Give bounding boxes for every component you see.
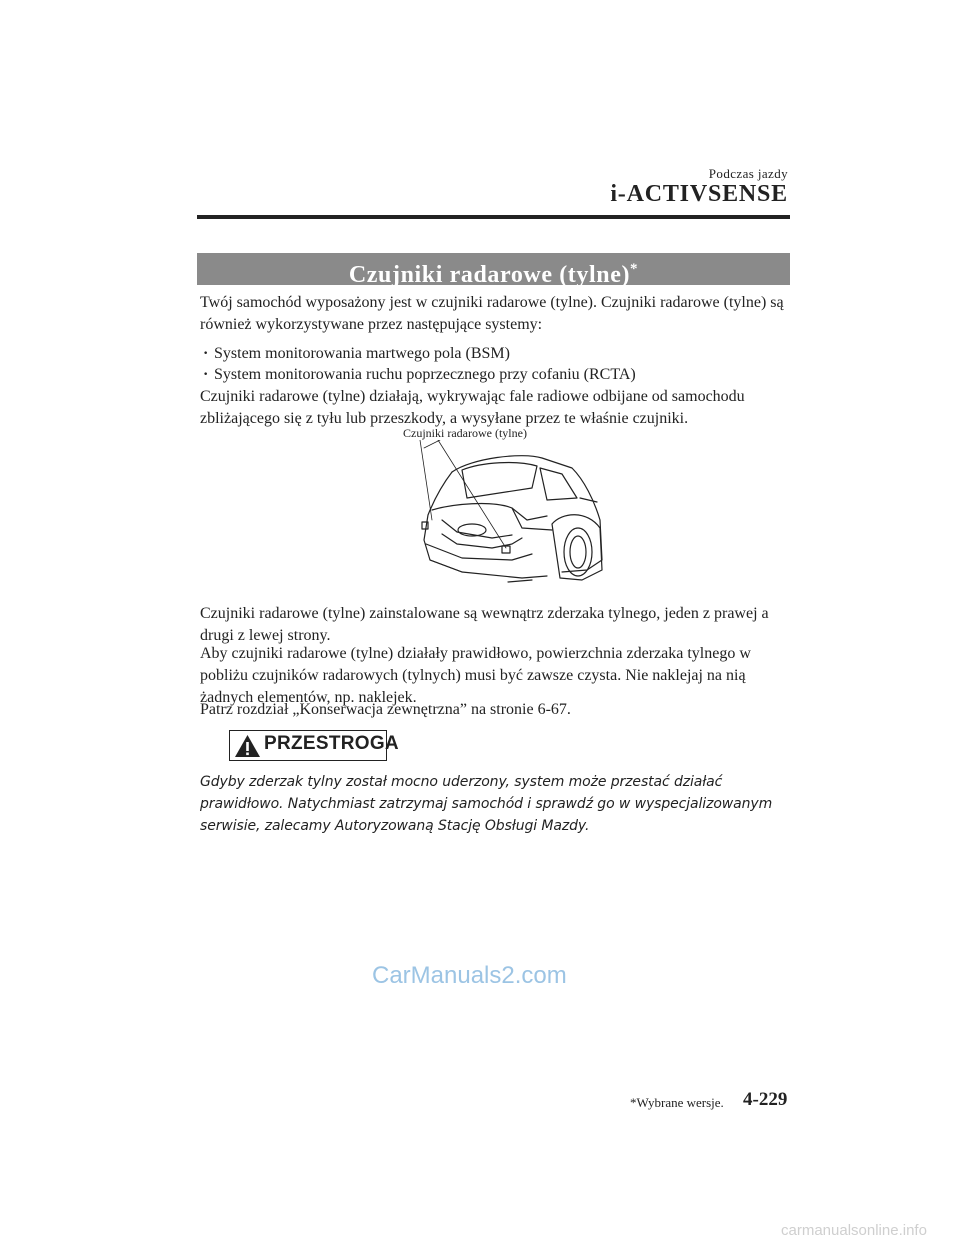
warning-triangle-icon: [234, 734, 261, 758]
page-title: [197, 253, 790, 288]
car-rear-illustration: [412, 440, 604, 590]
section-heading: i-ACTIVSENSE: [610, 181, 788, 207]
intro-paragraph: Twój samochód wyposażony jest w czujniki radarowe (tylne). Czujniki radarowe (tylne) są również wykorzystywane przez następujące systemy:: [200, 294, 784, 333]
list-item: · System monitorowania martwego pola (BSM): [202, 343, 762, 364]
header-divider: [197, 215, 790, 219]
caution-label: PRZESTROGA: [264, 733, 399, 754]
description-paragraph: Czujniki radarowe (tylne) działają, wykrywając fale radiowe odbijane od samochodu zbliżającego się z tyłu lub przeszkody, a wysyłane przez te właśnie czujniki.: [200, 388, 745, 427]
chapter-heading: Podczas jazdy: [708, 166, 788, 181]
page-title-text: Czujniki radarowe (tylne): [348, 262, 631, 288]
footnote: *Wybrane wersje.: [630, 1095, 724, 1110]
site-watermark: carmanualsonline.info: [781, 1222, 927, 1239]
caution-text: Gdyby zderzak tylny został mocno uderzony, system może przestać działać prawidłowo. Natychmiast zatrzymaj samochód i sprawdź go w wyspecjalizowanym serwisie, zalecamy Autoryzowaną Stację Obsługi Mazdy.: [200, 774, 773, 834]
page-number: 4-229: [743, 1089, 788, 1110]
systems-list: [202, 343, 762, 385]
reference-paragraph: Patrz rozdział „Konserwacja zewnętrzna” na stronie 6-67.: [200, 701, 571, 718]
list-item: · System monitorowania ruchu poprzecznego przy cofaniu (RCTA): [202, 364, 762, 385]
cleaning-paragraph: Aby czujniki radarowe (tylne) działały prawidłowo, powierzchnia zderzaka tylnego w pobliżu czujników radarowych (tylnych) musi być zawsze czysta. Nie naklejaj na nią żadnych elementów, np. naklejek.: [200, 645, 751, 706]
optional-equipment-asterisk: *: [630, 261, 639, 277]
caution-heading: [229, 730, 399, 761]
mounting-paragraph: Czujniki radarowe (tylne) zainstalowane są wewnątrz zderzaka tylnego, jeden z prawej a drugi z lewej strony.: [200, 605, 769, 644]
figure-caption: Czujniki radarowe (tylne): [403, 426, 527, 440]
watermark: CarManuals2.com: [372, 962, 567, 989]
